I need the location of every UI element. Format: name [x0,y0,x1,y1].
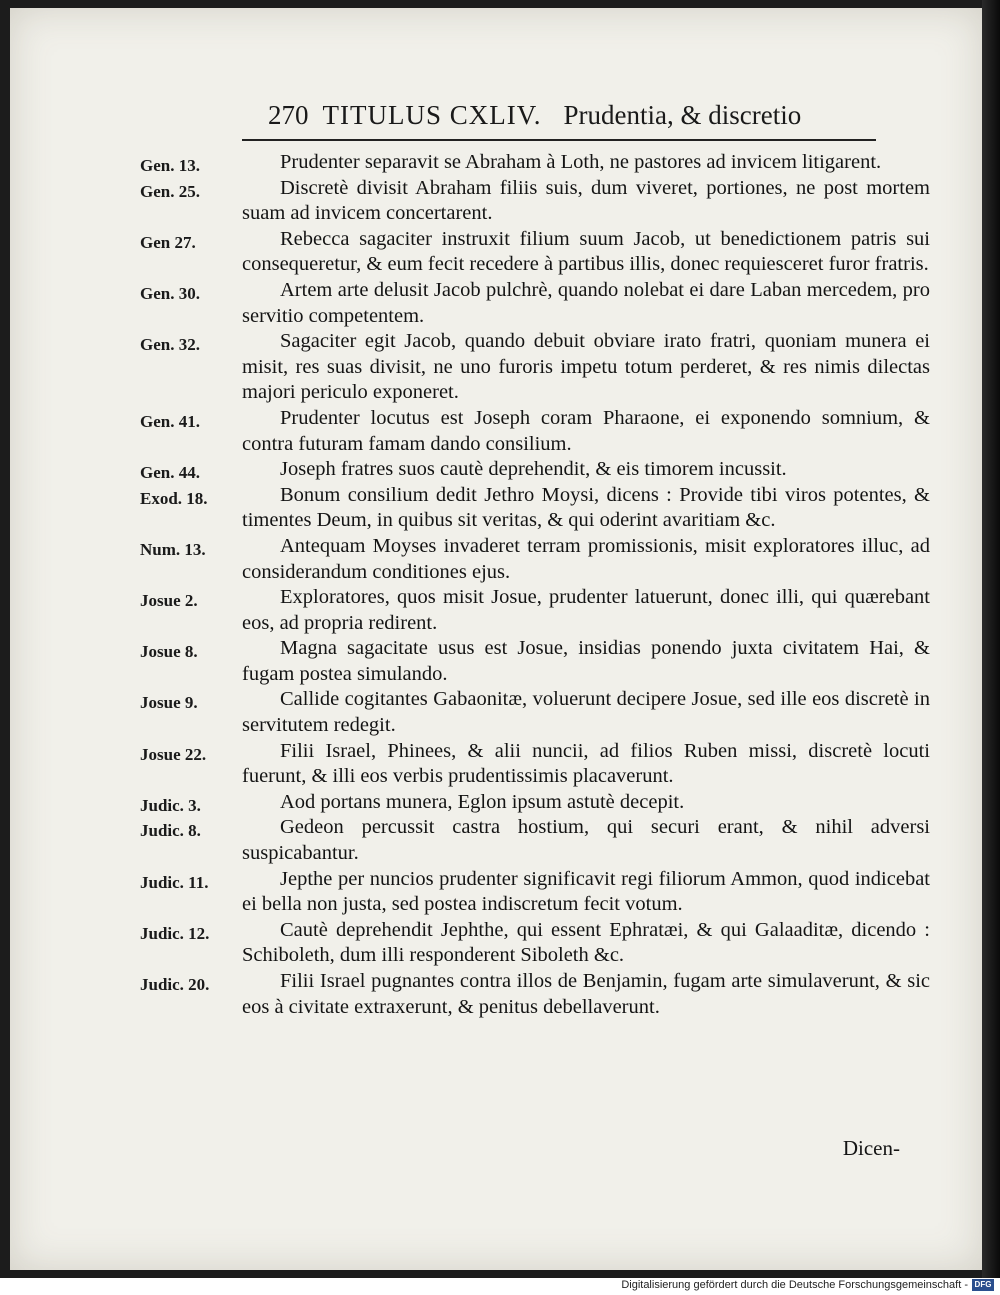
list-item [10,176,982,227]
scripture-reference: Gen. 13. [140,156,200,175]
chapter-subtitle: Prudentia, & discretio [563,100,802,130]
entry-text: Prudenter separavit se Abraham à Loth, ne pastores ad invicem litigarent. [280,151,882,173]
list-item [10,636,982,687]
list-item [10,867,982,918]
digitization-footer [621,1277,994,1293]
list-item [10,150,982,176]
list-item [10,790,982,816]
running-header [268,100,868,140]
scripture-reference: Num. 13. [140,539,206,559]
list-item [10,534,982,585]
entry-text: Joseph fratres suos cautè deprehendit, & eis timorem incussit. [280,458,787,481]
scripture-reference: Josue 8. [140,642,198,662]
scripture-reference: Judic. 11. [140,872,209,892]
list-item [10,457,982,483]
entry-text: Callide cogitantes Gabaonitæ, voluerunt decipere Josue, sed ille eos discretè in servitutem redegit. [242,688,930,737]
scripture-reference: Judic. 20. [140,975,210,994]
entry-text: Bonum consilium dedit Jethro Moysi, dicens : Provide tibi viros potentes, & timentes Deum, in quibus sit veritas, & qui oderint avaritiam &c. [242,483,930,532]
document-page [10,8,982,1270]
catchword: Dicen- [842,1136,900,1160]
list-item [10,969,982,1020]
entry-text: Jepthe per nuncios prudenter significavit regi filiorum Ammon, quod indicebat ei bella non justa, sed postea indiscretum fecit votum. [242,867,930,916]
entry-text: Magna sagacitate usus est Josue, insidias ponendo juxta civitatem Hai, & fugam postea simulando. [242,637,930,685]
scripture-reference: Gen. 30. [140,283,200,303]
list-item [10,918,982,969]
entry-text: Filii Israel, Phinees, & alii nuncii, ad filios Ruben missi, discretè locuti fuerunt, & illi eos verbis prudentissimis placaverunt. [242,739,930,788]
scripture-reference: Judic. 12. [140,923,210,943]
scripture-reference: Gen. 32. [140,335,200,355]
list-item [10,585,982,636]
footer-credit: Digitalisierung gefördert durch die Deutsche Forschungsgemeinschaft - [621,1279,968,1291]
page-number: 270 [268,100,309,130]
list-item [10,329,982,406]
scripture-reference: Exod. 18. [140,488,208,508]
scripture-reference: Gen. 25. [140,181,200,201]
scripture-reference: Gen. 41. [140,411,200,431]
list-item [10,278,982,329]
entry-text: Filii Israel pugnantes contra illos de Benjamin, fugam arte simulaverunt, & sic eos à civitate extraxerunt, & penitus debellaverunt. [242,970,930,1018]
entry-list [10,150,982,1020]
entry-text: Gedeon percussit castra hostium, qui securi erant, & nihil adversi suspicabantur. [242,816,930,865]
entry-text: Exploratores, quos misit Josue, prudenter latuerunt, donec illi, qui quærebant eos, ad propria redirent. [242,586,930,634]
scripture-reference: Josue 22. [140,744,207,764]
entry-text: Artem arte delusit Jacob pulchrè, quando nolebat ei dare Laban mercedem, pro servitio competentem. [242,278,930,327]
scripture-reference: Josue 2. [140,591,198,611]
scripture-reference: Judic. 8. [140,821,201,841]
list-item [10,739,982,790]
entry-text: Discretè divisit Abraham filiis suis, dum viveret, portiones, ne post mortem suam ad invicem concertarent. [242,176,930,225]
scripture-reference: Gen 27. [140,232,196,252]
list-item [10,815,982,866]
list-item [10,483,982,534]
book-edge [982,0,1000,1278]
list-item [10,687,982,738]
entry-text: Prudenter locutus est Joseph coram Pharaone, ei exponendo somnium, & contra futuram famam dando consilium. [242,406,930,455]
scripture-reference: Gen. 44. [140,463,200,483]
entry-text: Antequam Moyses invaderet terram promissionis, misit exploratores illuc, ad considerandum conditiones ejus. [242,534,930,583]
dfg-logo: DFG [972,1279,994,1291]
entry-text: Cautè deprehendit Jephthe, qui essent Ephratæi, & qui Galaaditæ, dicendo : Schiboleth, dum illi responderent Siboleth &c. [242,918,930,967]
entry-text: Sagaciter egit Jacob, quando debuit obviare irato fratri, quoniam munera ei misit, res suas divisit, ne uno furoris impetu totum perderet, & res nimis dilectas majori periculo exponeret. [242,330,930,404]
chapter-title: TITULUS CXLIV. [322,100,542,130]
header-rule [242,139,876,141]
scripture-reference: Judic. 3. [140,795,201,815]
scripture-reference: Josue 9. [140,693,198,713]
list-item [10,406,982,457]
entry-text: Rebecca sagaciter instruxit filium suum Jacob, ut benedictionem patris sui consequeretur, & eum fecit recedere à partibus illis, donec requiesceret furor fratris. [242,227,930,276]
entry-text: Aod portans munera, Eglon ipsum astutè decepit. [280,790,685,813]
list-item [10,227,982,278]
